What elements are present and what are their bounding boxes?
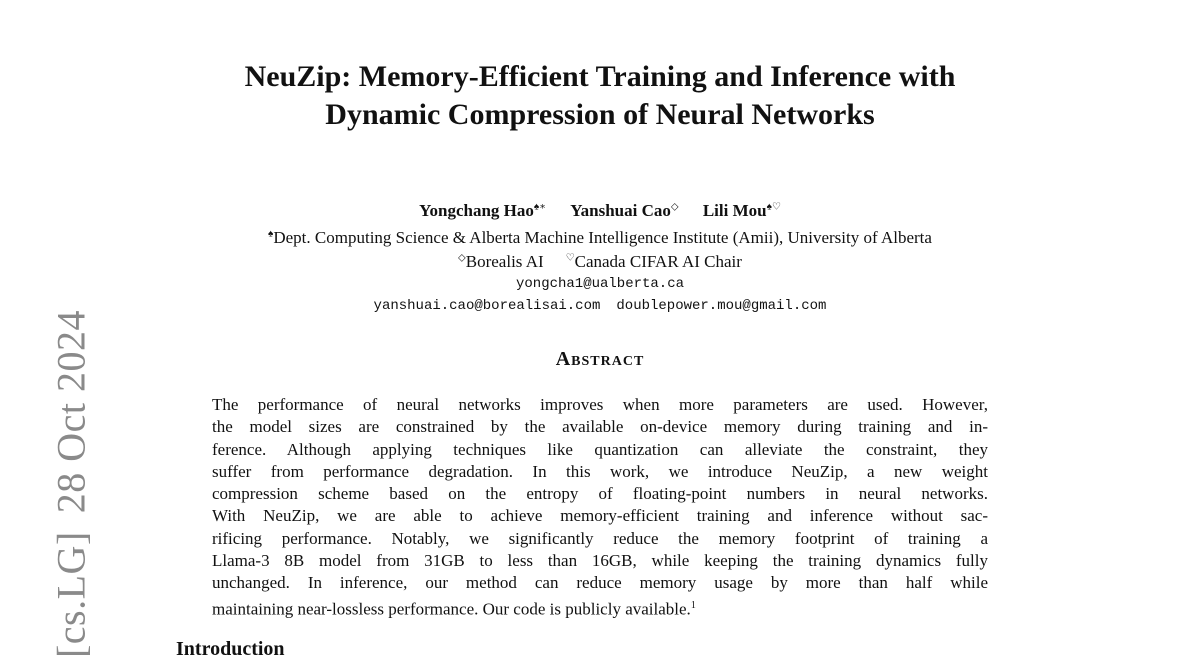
affiliation-text: Borealis AI (465, 252, 544, 271)
email-line (100, 276, 1100, 292)
title-line-1: NeuZip: Memory-Efficient Training and Inference with (244, 60, 956, 93)
title-line-2: Dynamic Compression of Neural Networks (325, 98, 875, 131)
abstract-line: The performance of neural networks improves when more parameters are used. However, (212, 395, 988, 414)
abstract-line: rificing performance. Notably, we significantly reduce the memory footprint of training a (212, 528, 988, 548)
affiliation-text: Dept. Computing Science & Alberta Machine Intelligence Institute (Amii), University of Alberta (273, 228, 932, 247)
footnote-link[interactable]: 1 (690, 599, 696, 611)
author-marks: ◇ (670, 201, 679, 213)
section-heading-introduction: Introduction (176, 638, 285, 660)
email-address[interactable]: yanshuai.cao@borealisai.com (373, 298, 601, 314)
author-name: Yanshuai Cao (570, 201, 671, 220)
email-line (100, 298, 1100, 314)
affiliation-mark: ♠ (268, 228, 274, 240)
author-name: Lili Mou (702, 201, 767, 220)
arxiv-category: [cs.LG] (48, 531, 94, 659)
affiliation-mark: ♡ (565, 252, 575, 264)
abstract-line: suffer from performance degradation. In this work, we introduce NeuZip, a new weight (212, 461, 988, 481)
abstract-line (212, 595, 988, 621)
author (419, 201, 546, 221)
affiliation-mark: ◇ (458, 252, 466, 264)
author-list (150, 201, 1050, 221)
abstract-line: ference. Although applying techniques like quantization can alleviate the constraint, they (212, 439, 988, 459)
abstract-line: unchanged. In inference, our method can reduce memory usage by more than half while (212, 573, 988, 593)
affiliation-line (100, 252, 1100, 272)
abstract-heading: Abstract (555, 348, 645, 370)
abstract-line: Llama-3 8B model from 31GB to less than 16GB, while keeping the training dynamics fully (212, 551, 988, 571)
author (570, 201, 678, 221)
abstract-last-text: maintaining near-lossless performance. Our code is publicly available. (212, 599, 691, 619)
affiliation-line (100, 228, 1100, 248)
abstract-line: the model sizes are constrained by the available on-device memory during training and in- (212, 417, 988, 437)
author-marks: ♠♡ (766, 201, 781, 213)
arxiv-side-stamp (48, 310, 95, 658)
author (703, 201, 781, 221)
arxiv-date: 28 Oct 2024 (48, 309, 94, 514)
email-address[interactable]: yongcha1@ualberta.ca (515, 276, 685, 292)
email-address[interactable]: doublepower.mou@gmail.com (616, 298, 827, 314)
author-name: Yongchang Hao (419, 201, 534, 220)
abstract-body (212, 394, 988, 621)
author-marks: ♠∗ (533, 201, 546, 213)
affiliation-text: Canada CIFAR AI Chair (574, 252, 742, 271)
paper-title (150, 58, 1050, 134)
abstract-line: With NeuZip, we are able to achieve memory-efficient training and inference without sac- (212, 506, 988, 526)
abstract-line: compression scheme based on the entropy of floating-point numbers in neural networks. (212, 484, 988, 504)
